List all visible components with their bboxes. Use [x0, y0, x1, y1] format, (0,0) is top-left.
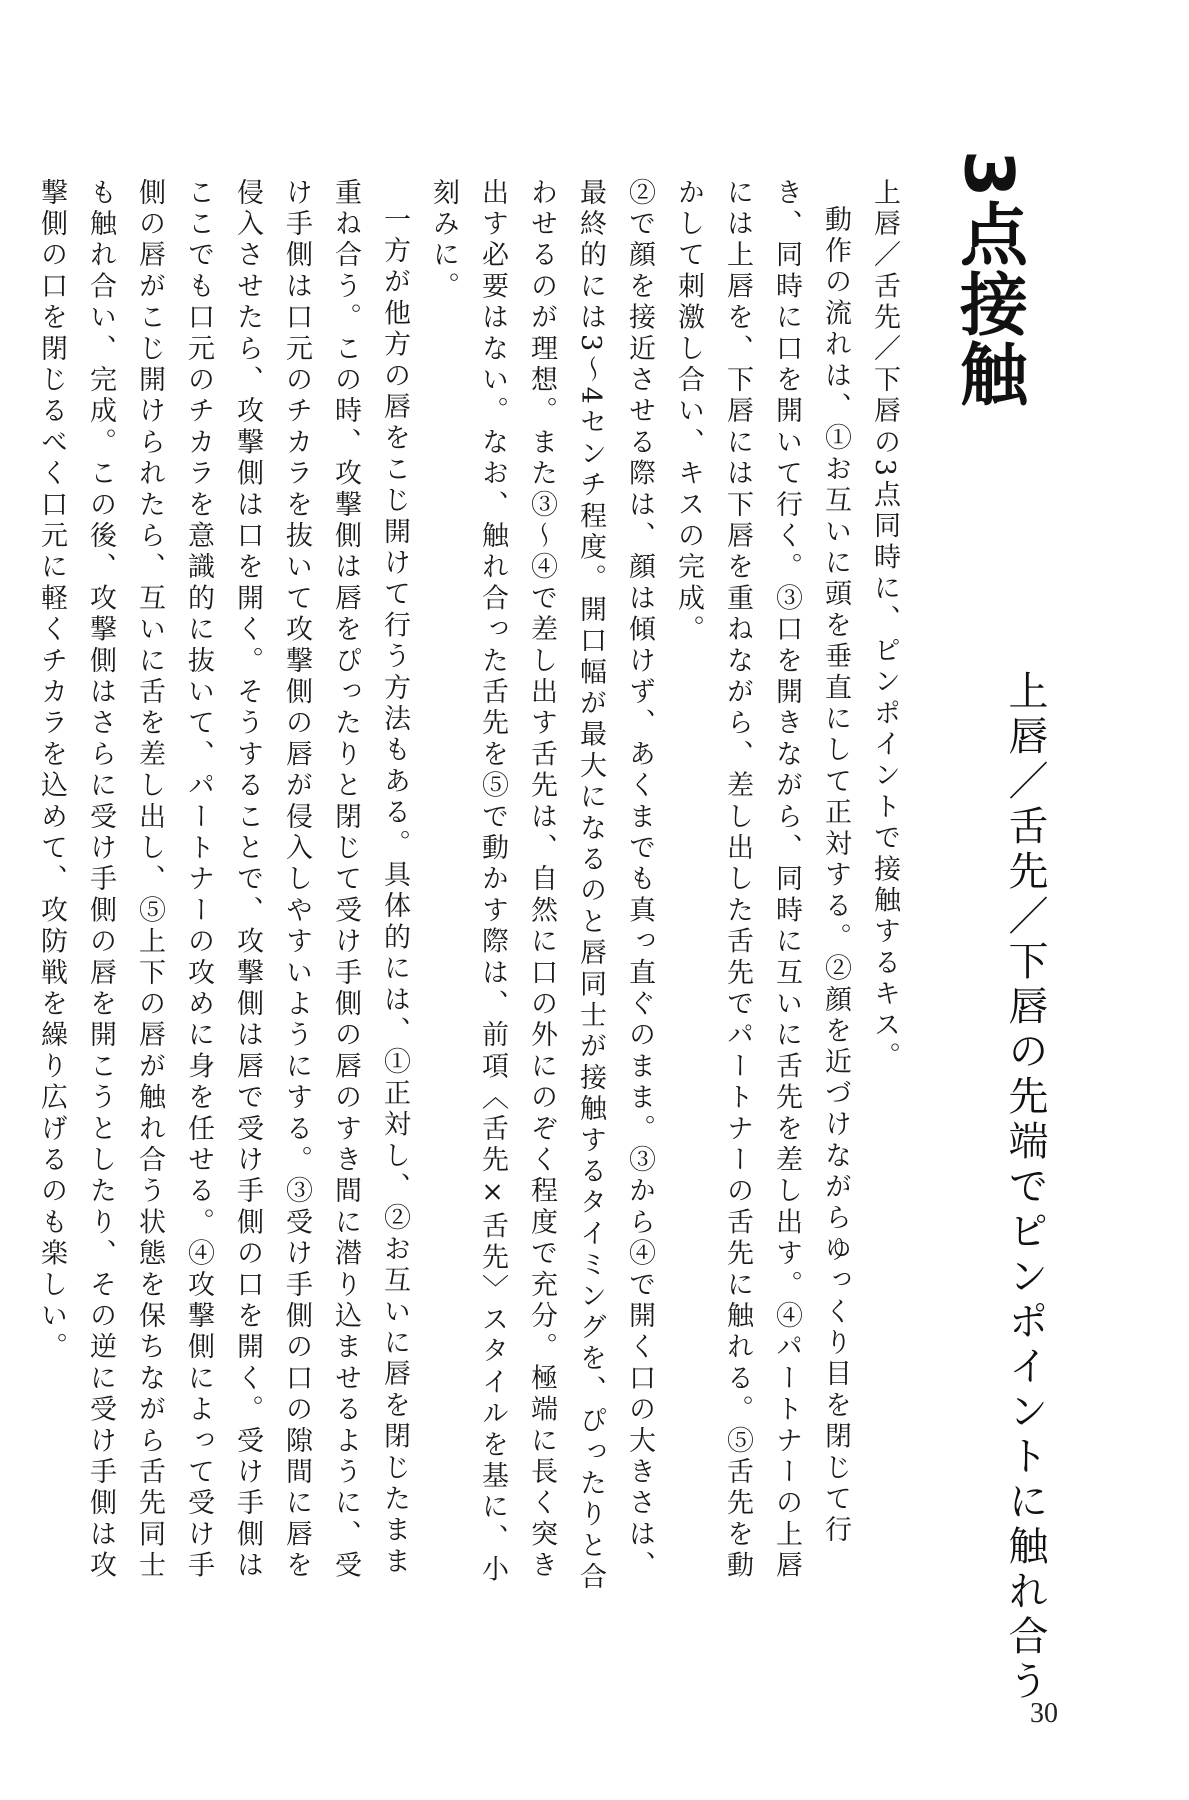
paragraph-intro: 上唇／舌先／下唇の3点同時に、ピンポイントで接触するキス。: [869, 178, 900, 1073]
paragraph-variation: 一方が他方の唇をこじ開けて行う方法もある。具体的には、①正対し、②お互いに唇を閉じたまま重ね合う。この時、攻撃側は唇をぴったりと閉じて受け手側の唇のすき間に潜り込ませるように、受け手側は口元のチカラを抜いて攻撃側の唇が侵入しやすいようにする。③受け手側の口の隙間に唇を侵入させたら、攻撃側は口を開く。そうすることで、攻撃側は唇で受け手側の口を開く。受け手側はここでも口元のチカラを意識的に抜いて、パートナーの攻めに身を任せる。④攻撃側によって受け手側の唇がこじ開けられたら、互いに舌を差し出し、⑤上下の唇が触れ合う状態を保ちながら舌先同士も触れ合い、完成。この後、攻撃側はさらに受け手側の唇を開こうとしたり、その逆に受け手側は攻撃側の口を閉じるべく口元に軽くチカラを込めて、攻防戦を繰り広げるのも楽しい。: [36, 178, 410, 1582]
paragraph-details: ②で顔を接近させる際は、顔は傾けず、あくまでも真っ直ぐのまま。③から④で開く口の大きさは、最終的には3〜4センチ程度。開口幅が最大になるのと唇同士が接触するタイミングを、ぴったりと合わせるのが理想。また③〜④で差し出す舌先は、自然に口の外にのぞく程度で充分。極端に長く突き出す必要はない。なお、触れ合った舌先を⑤で動かす際は、前項〈舌先×舌先〉スタイルを基に、小刻みに。: [428, 178, 655, 1594]
section-subtitle: 上唇／舌先／下唇の先端でピンポイントに触れ合う: [1002, 670, 1048, 1705]
body-text: [27, 178, 909, 1598]
paragraph-steps: 動作の流れは、①お互いに頭を垂直にして正対する。②顔を近づけながらゆっくり目を閉じて行き、同時に口を開いて行く。③口を開きながら、同時に互いに舌先を差し出す。④パートナーの上唇には上唇を、下唇には下唇を重ねながら、差し出した舌先でパートナーの舌先に触れる。⑤舌先を動かして刺激し合い、キスの完成。: [673, 178, 851, 1582]
section-title: 3点接触: [948, 150, 1028, 410]
page-number: 30: [1030, 1698, 1058, 1729]
